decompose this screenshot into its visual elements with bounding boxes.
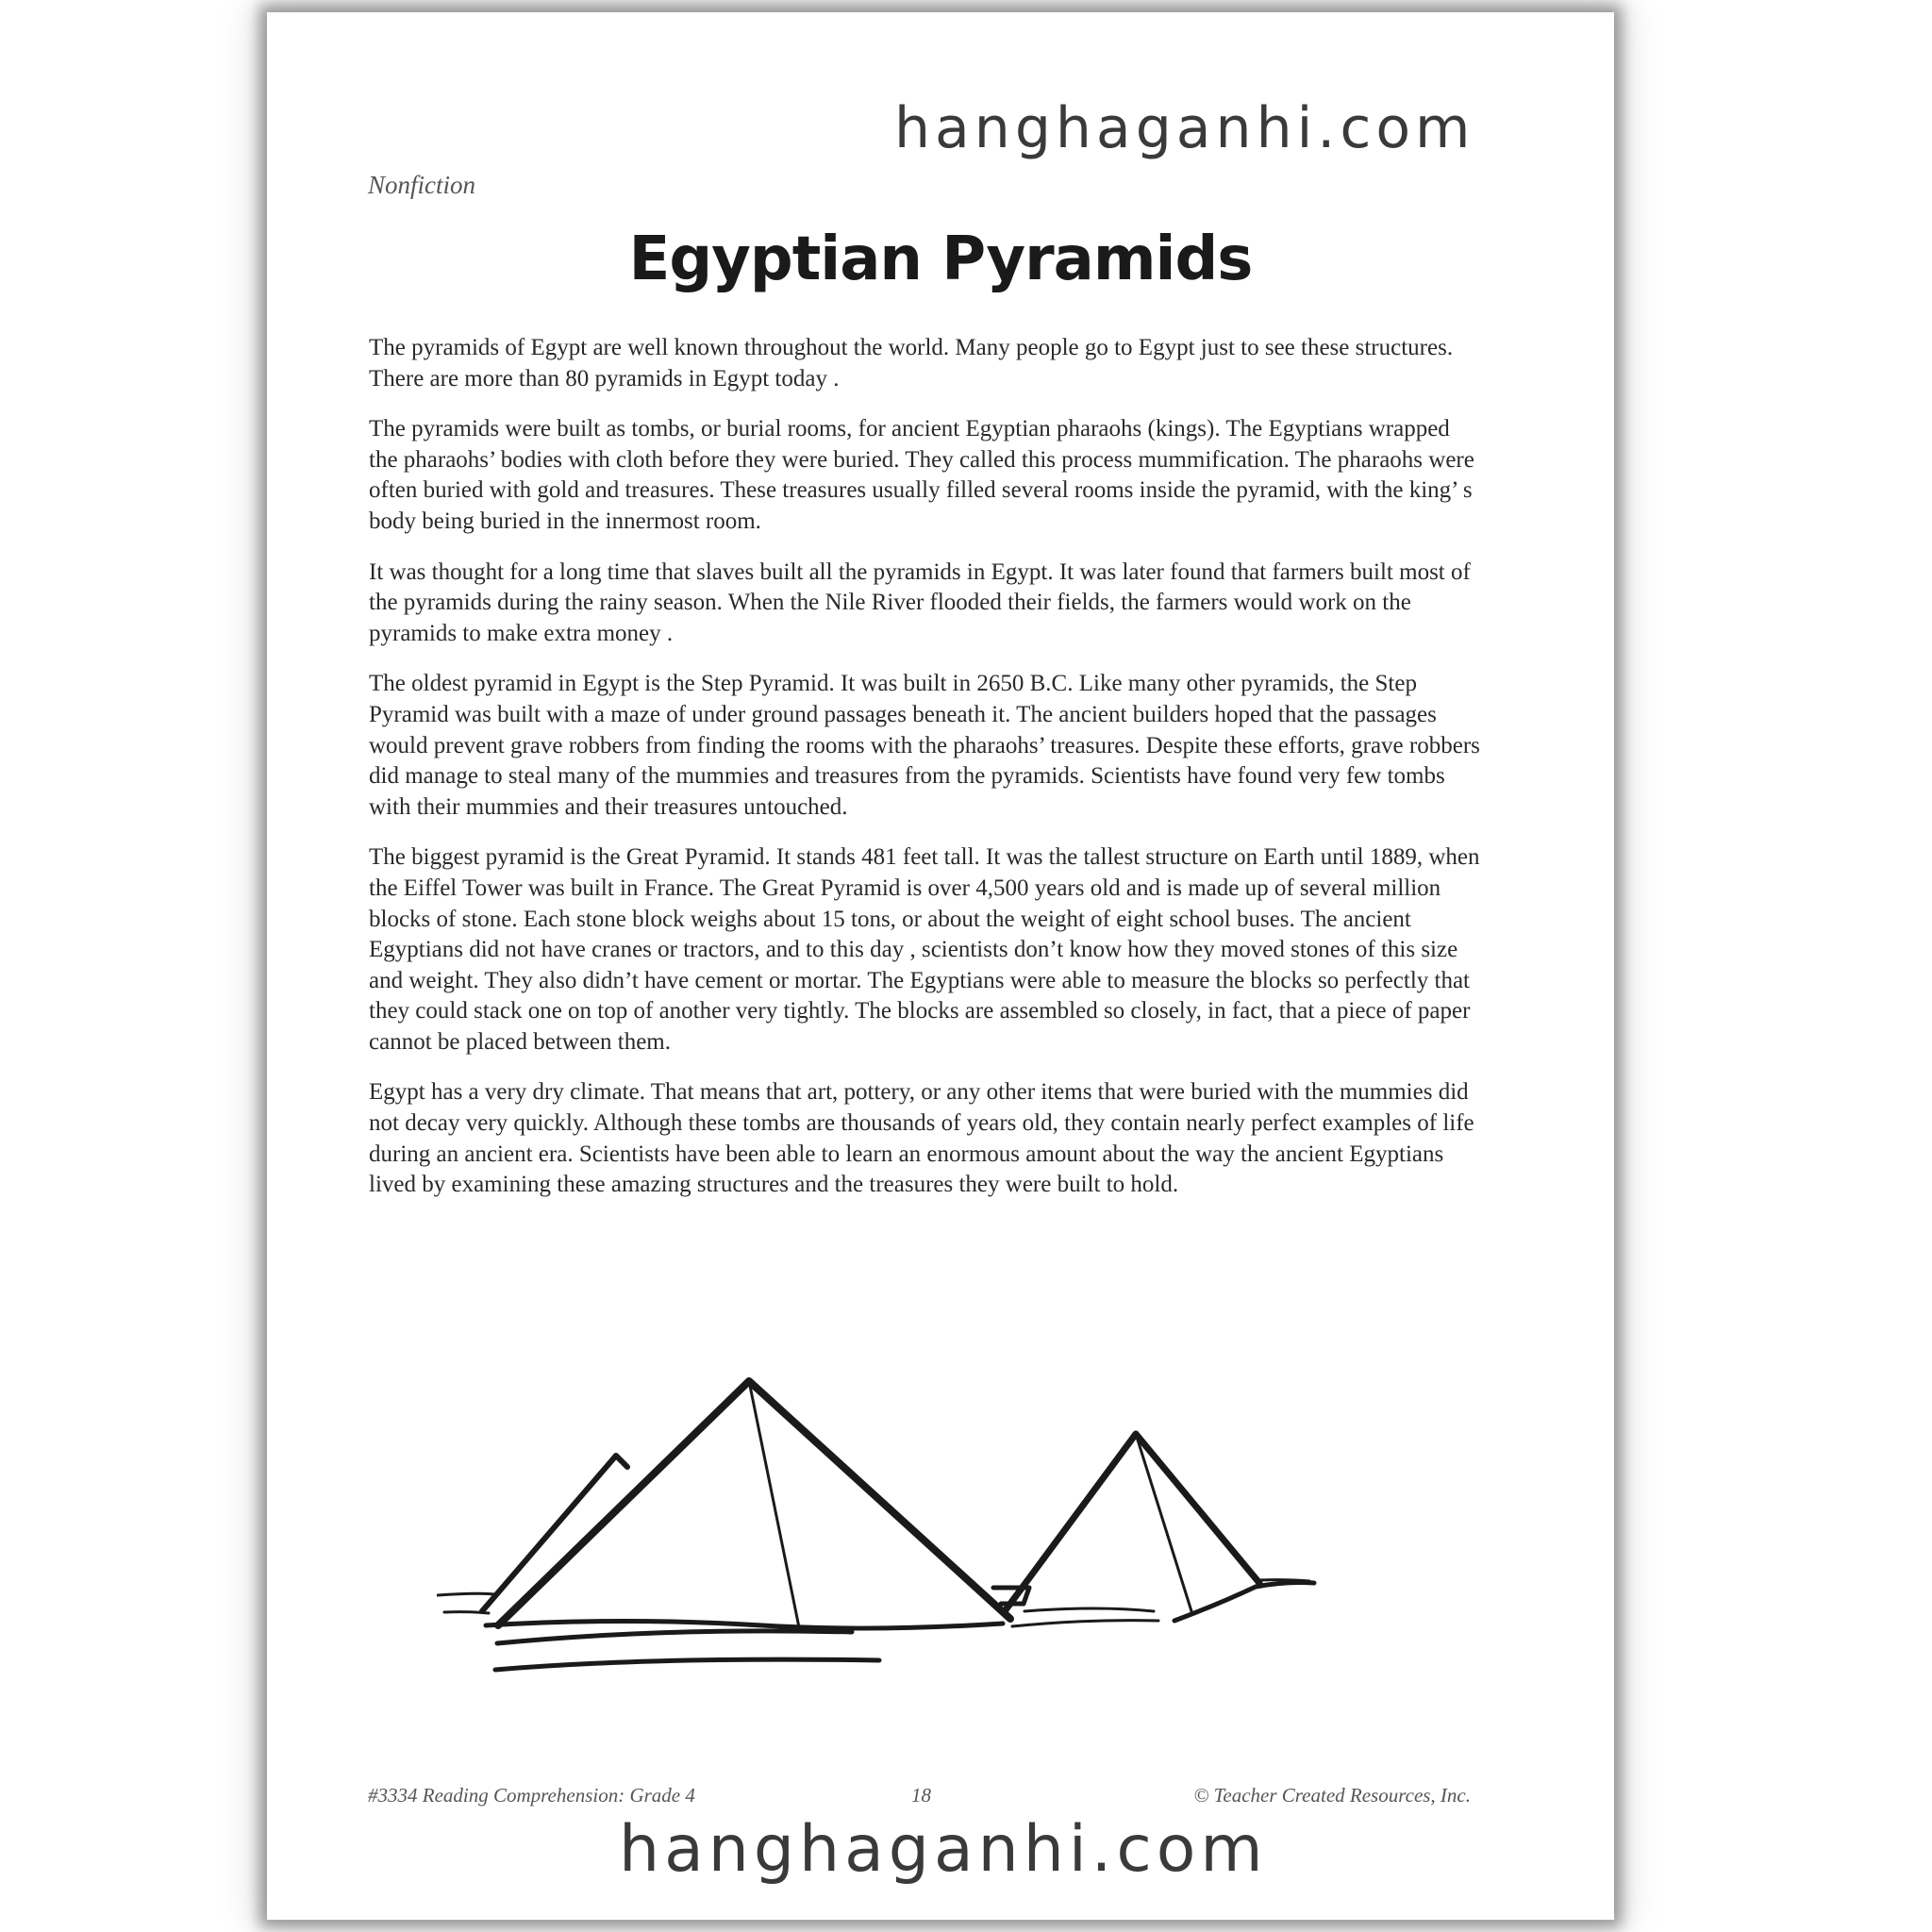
ground-line — [497, 1631, 852, 1643]
paragraph: The biggest pyramid is the Great Pyramid. It stands 481 feet tall. It was the tallest structure on Earth until 1889, when the Eiffel Tower was built in France. The Great Pyramid is over 4,500 years old and is made up of several million blocks of stone. Each stone block weighs about 15 tons, or about the weight of eight school buses. The ancient Egyptians did not have cranes or tractors, and to this day , scientists don’t know how they moved stones of this size and weight. They also didn’t have cement or mortar. The Egyptians were able to measure the blocks so perfectly that they could stack one on top of another very tightly. The blocks are assembled so closely, in fact, that a piece of paper cannot be placed between them. — [369, 844, 1480, 1055]
right-pyramid-edge — [1136, 1434, 1191, 1611]
footer-source: #3334 Reading Comprehension: Grade 4 — [368, 1784, 695, 1807]
paragraph: The pyramids were built as tombs, or burial rooms, for ancient Egyptian pharaohs (kings). The Egyptians wrapped the pharaohs’ bodies with cloth before they were buried. They called this process mummification. The pharaohs were often buried with gold and treasures. These treasures usually filled several rooms inside the pyramid, with the king’ s body being buried in the innermost room. — [369, 416, 1474, 534]
watermark-bottom: hanghaganhi.com — [619, 1812, 1268, 1887]
ground-line — [438, 1593, 495, 1595]
footer-copyright: © Teacher Created Resources, Inc. — [1193, 1784, 1471, 1807]
paragraph: The oldest pyramid in Egypt is the Step Pyramid. It was built in 2650 B.C. Like many other pyramids, the Step Pyramid was built with a maze of under ground passages beneath it. The ancient builders hoped that the passages would prevent grave robbers from finding the rooms with the pharaohs’ treasures. Despite these efforts, grave robbers did manage to steal many of the mummies and treasures from the pyramids. Scientists have found very few tombs with their mummies and their treasures untouched. — [369, 671, 1480, 820]
ground-line — [495, 1659, 879, 1670]
ground-line — [486, 1622, 1003, 1629]
article-body — [369, 333, 1482, 1221]
small-pyramid-outline — [482, 1456, 627, 1611]
ground-line — [1024, 1608, 1154, 1611]
watermark-top: hanghaganhi.com — [894, 95, 1475, 161]
paragraph: The pyramids of Egypt are well known throughout the world. Many people go to Egypt just to see these structures. There are more than 80 pyramids in Egypt today . — [369, 335, 1454, 391]
right-pyramid-outline — [1005, 1434, 1259, 1611]
worksheet-page — [267, 12, 1614, 1920]
ground-line — [444, 1612, 489, 1613]
page-number: 18 — [911, 1784, 931, 1807]
pyramids-illustration — [437, 1357, 1408, 1677]
ground-line — [1259, 1580, 1309, 1581]
category-label: Nonfiction — [368, 171, 475, 199]
page-title: Egyptian Pyramids — [628, 225, 1253, 294]
ground-line — [1012, 1621, 1158, 1626]
paragraph: Egypt has a very dry climate. That means that art, pottery, or any other items that were buried with the mummies did not decay very quickly. Although these tombs are thousands of years old, they contain nearly perfect examples of life during an ancient era. Scientists have been able to learn an enormous amount about the way the ancient Egyptians lived by examining these amazing structures and the treasures they were built to hold. — [369, 1079, 1474, 1198]
ground-line — [1174, 1583, 1314, 1622]
paragraph: It was thought for a long time that slaves built all the pyramids in Egypt. It was later found that farmers built most of the pyramids during the rainy season. When the Nile River flooded their fields, the farmers would work on the pyramids to make extra money . — [369, 558, 1471, 646]
